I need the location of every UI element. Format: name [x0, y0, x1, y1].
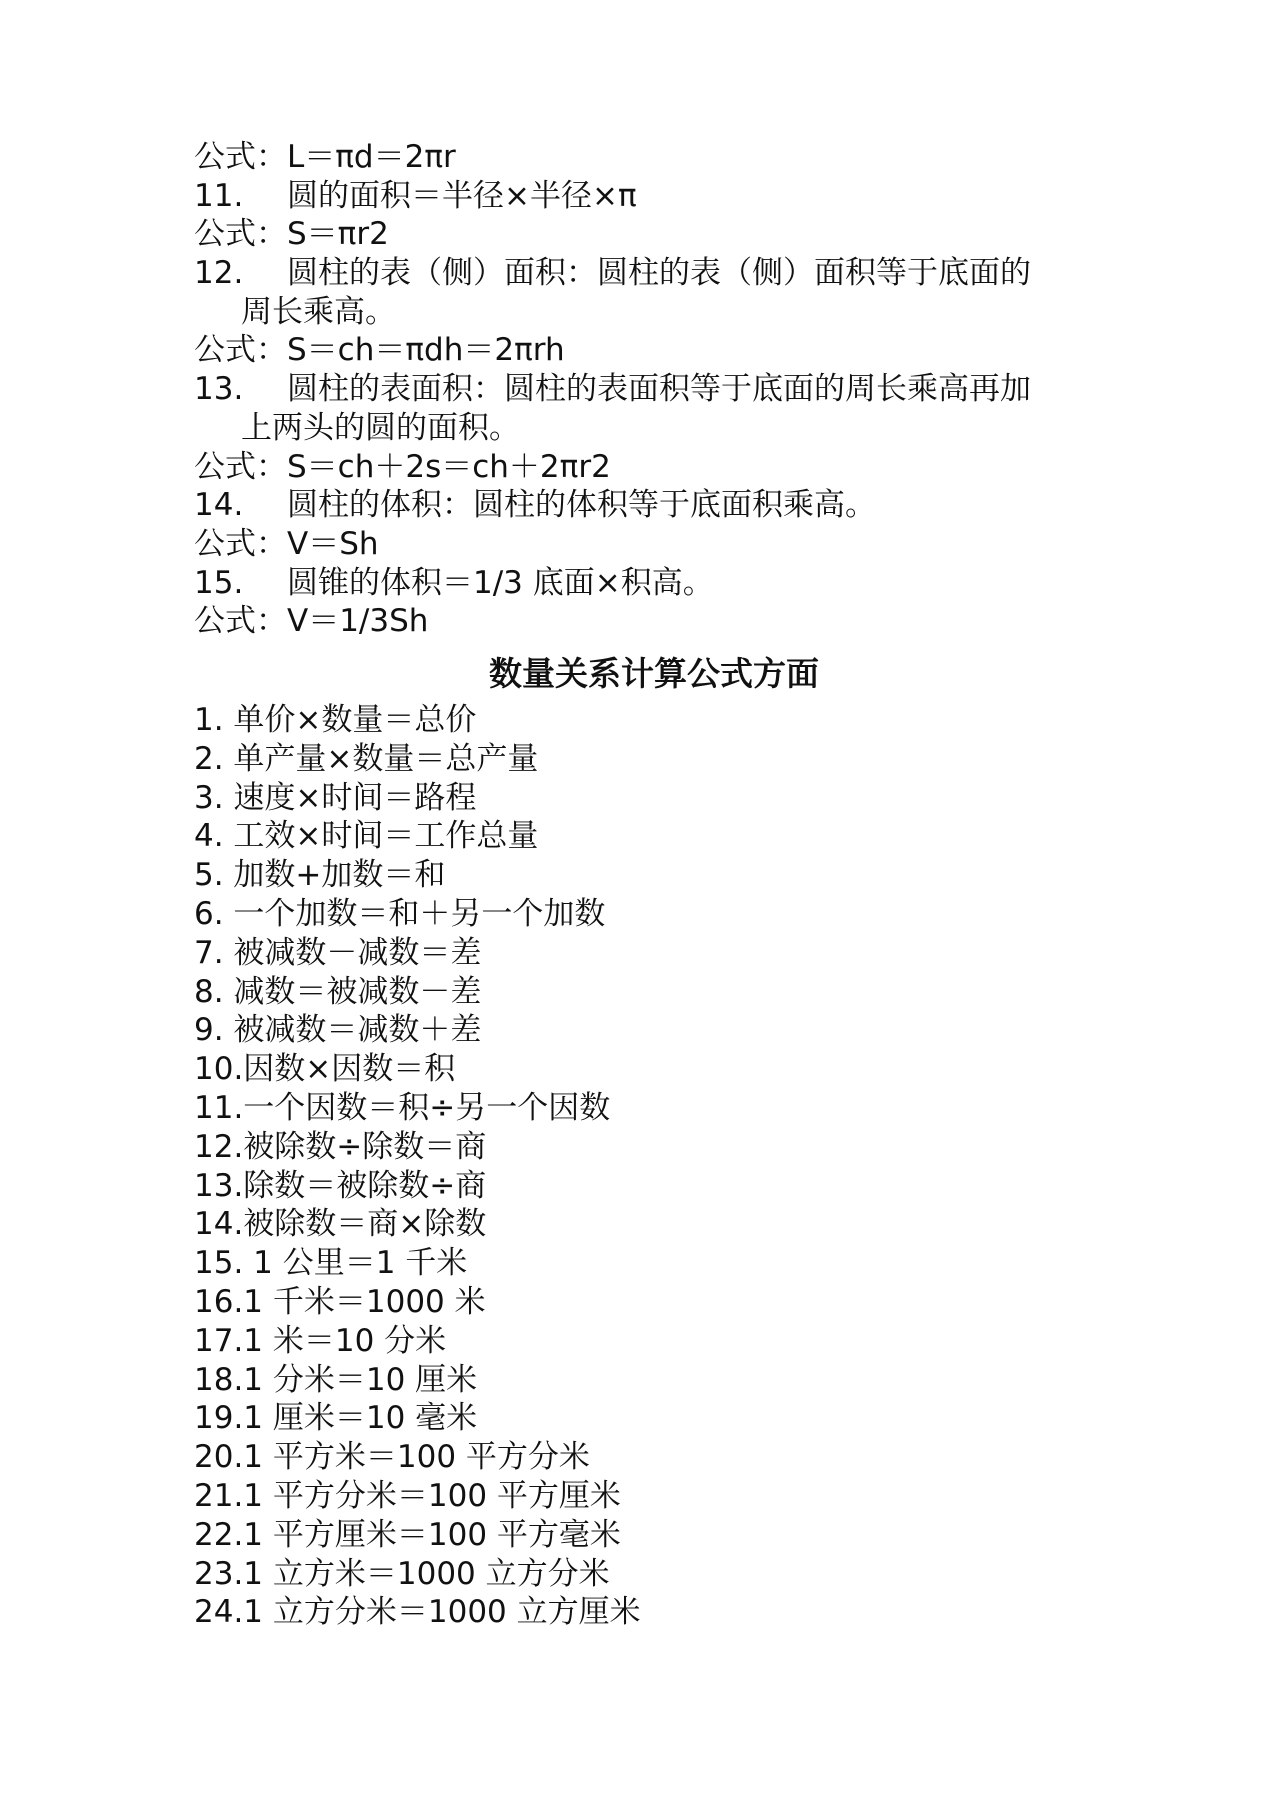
list-item: 17.1 米＝10 分米 [194, 1322, 447, 1359]
document-page [194, 138, 1094, 1632]
list-item: 13.除数＝被除数÷商 [194, 1167, 487, 1204]
list-item: 23.1 立方米＝1000 立方分米 [194, 1555, 610, 1592]
formula-line: 公式：L＝πd＝2πr [194, 139, 456, 175]
item-number: 12. [194, 255, 244, 292]
list-item: 14.被除数＝商×除数 [194, 1206, 487, 1243]
list-item: 10.因数×因数＝积 [194, 1051, 456, 1088]
list-item: 12.被除数÷除数＝商 [194, 1128, 487, 1165]
list-item: 9. 被减数＝减数＋差 [194, 1012, 482, 1049]
item-text: 圆柱的表（侧）面积：圆柱的表（侧）面积等于底面的 [287, 255, 1031, 292]
formula-line: 公式：S＝ch＋2s＝ch＋2πr2 [194, 448, 611, 485]
section-heading: 数量关系计算公式方面 [489, 653, 819, 693]
list-item: 22.1 平方厘米＝100 平方毫米 [194, 1516, 621, 1553]
item-number: 15. [194, 564, 244, 601]
quantity-relations-section [194, 701, 1094, 1632]
item-text: 圆的面积＝半径×半径×π [287, 177, 637, 214]
formula-line: 公式：V＝1/3Sh [194, 603, 429, 640]
item-text: 圆柱的体积：圆柱的体积等于底面积乘高。 [287, 487, 876, 524]
list-item: 2. 单产量×数量＝总产量 [194, 740, 539, 777]
list-item: 20.1 平方米＝100 平方分米 [194, 1439, 590, 1476]
list-item: 5. 加数+加数＝和 [194, 857, 446, 894]
list-item: 3. 速度×时间＝路程 [194, 779, 477, 816]
numbered-item [194, 370, 1094, 409]
list-item: 15. 1 公里＝1 千米 [194, 1245, 468, 1282]
numbered-item [194, 254, 1094, 293]
item-text: 圆柱的表面积：圆柱的表面积等于底面的周长乘高再加 [287, 371, 1031, 408]
formula-line: 公式：S＝πr2 [194, 216, 389, 253]
numbered-item [194, 177, 1094, 216]
item-continuation: 上两头的圆的面积。 [241, 409, 520, 446]
list-item: 11.一个因数＝积÷另一个因数 [194, 1089, 611, 1126]
geometry-formulas-section [194, 138, 1094, 641]
item-number: 14. [194, 487, 244, 524]
item-continuation: 周长乘高。 [241, 293, 396, 330]
item-number: 11. [194, 177, 244, 214]
numbered-item [194, 486, 1094, 525]
list-item: 7. 被减数－减数＝差 [194, 934, 482, 971]
list-item: 1. 单价×数量＝总价 [194, 701, 477, 738]
list-item: 19.1 厘米＝10 毫米 [194, 1400, 478, 1437]
list-item: 21.1 平方分米＝100 平方厘米 [194, 1477, 621, 1514]
list-item: 16.1 千米＝1000 米 [194, 1283, 486, 1320]
item-number: 13. [194, 371, 244, 408]
list-item: 18.1 分米＝10 厘米 [194, 1361, 478, 1398]
formula-line: 公式：S＝ch＝πdh＝2πrh [194, 332, 565, 369]
numbered-item [194, 564, 1094, 603]
list-item: 24.1 立方分米＝1000 立方厘米 [194, 1594, 641, 1631]
formula-line: 公式：V＝Sh [194, 525, 379, 562]
list-item: 6. 一个加数＝和＋另一个加数 [194, 895, 606, 932]
list-item: 8. 减数＝被减数－差 [194, 973, 482, 1010]
list-item: 4. 工效×时间＝工作总量 [194, 818, 539, 855]
item-text: 圆锥的体积＝1/3 底面×积高。 [287, 564, 714, 601]
